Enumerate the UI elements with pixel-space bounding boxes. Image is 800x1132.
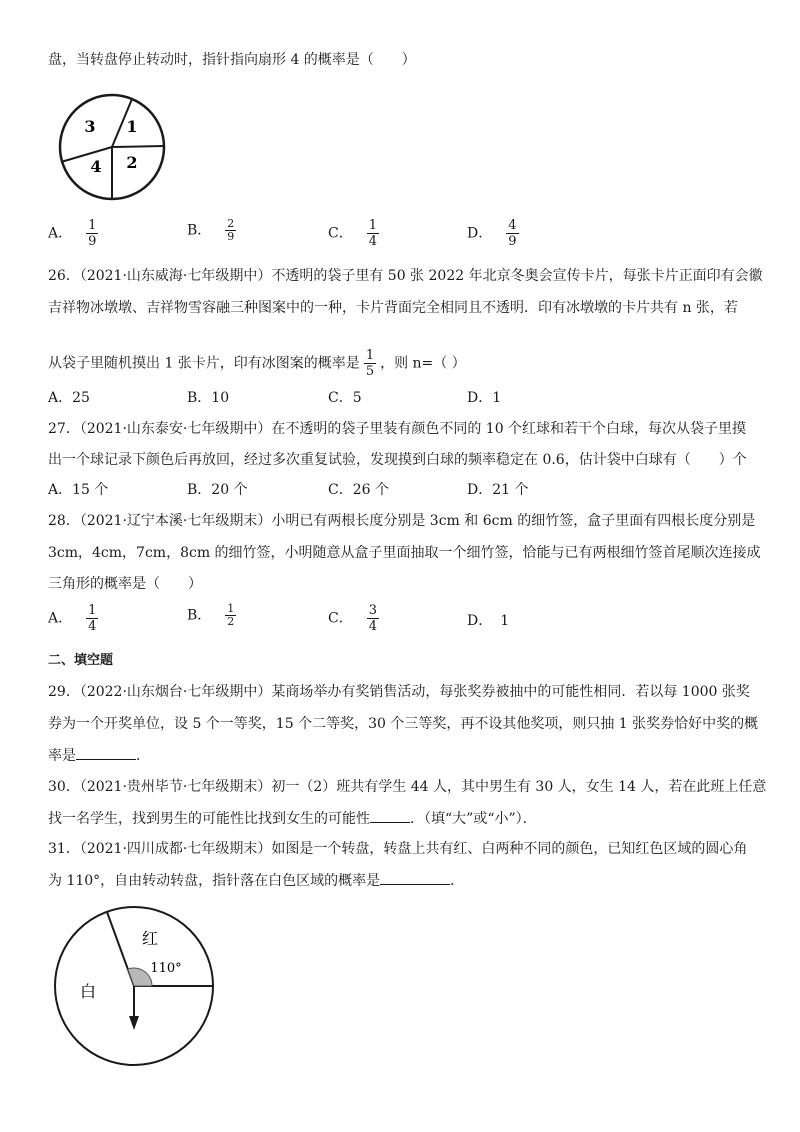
q28-option-c[interactable]: C． $\frac{3}{4}$ <box>328 603 377 634</box>
spinner-2-angle-label: 110° <box>150 961 182 976</box>
q26-line-1: 26．（2021·山东威海·七年级期中）不透明的袋子里有 50 张 2022 年北京冬奥会宣传卡片，每张卡片正面印有会徽 <box>48 268 763 284</box>
q28-option-b[interactable]: B． $\frac{1}{2}$ <box>187 602 235 628</box>
q29-line-2: 券为一个开奖单位，设 5 个一等奖，15 个二等奖，30 个三等奖，再不设其他奖项，则只抽 1 张奖券恰好中奖的概 <box>48 716 759 732</box>
fraction: $\frac{2}{9}$ <box>227 217 235 243</box>
spinner-1-label-2: 2 <box>126 153 138 172</box>
q29-line-1: 29．（2022·山东烟台·七年级期中）某商场举办有奖销售活动，每张奖券被抽中的可能性相同．若以每 1000 张奖 <box>48 684 750 700</box>
answer-blank[interactable] <box>76 745 136 760</box>
q31-line-1: 31．（2021·四川成都·七年级期末）如图是一个转盘，转盘上共有红、白两种不同的颜色，已知红色区域的圆心角 <box>48 841 748 857</box>
q28-option-d[interactable]: D． 1 <box>467 613 510 629</box>
q26-line-3: 从袋子里随机摸出 1 张卡片，印有冰图案的概率是 $\frac{1}{5}$ ，则 n=（ ） <box>48 348 466 379</box>
q27-option-d[interactable]: D．21 个 <box>467 482 529 498</box>
q30-line-1: 30．（2021·贵州毕节·七年级期末）初一（2）班共有学生 44 人，其中男生有 30 人，女生 14 人，若在此班上任意 <box>48 779 767 795</box>
q26-option-b[interactable]: B．10 <box>187 390 230 406</box>
q25-option-c[interactable]: C． $\frac{1}{4}$ <box>328 218 377 249</box>
fraction: $\frac{1}{2}$ <box>227 602 235 628</box>
fraction: $\frac{3}{4}$ <box>368 603 377 634</box>
q27-line-2: 出一个球记录下颜色后再放回，经过多次重复试验，发现摸到白球的频率稳定在 0.6，估计袋中白球有（ ）个 <box>48 452 747 468</box>
q25-option-a[interactable]: A． $\frac{1}{9}$ <box>48 218 97 249</box>
spinner-1-label-4: 4 <box>90 157 102 176</box>
q26-option-a[interactable]: A．25 <box>48 390 90 406</box>
q27-option-a[interactable]: A．15 个 <box>48 482 109 498</box>
q26-option-c[interactable]: C．5 <box>328 390 362 406</box>
fraction: $\frac{1}{9}$ <box>88 218 97 249</box>
answer-blank[interactable] <box>370 808 410 823</box>
q27-option-b[interactable]: B．20 个 <box>187 482 248 498</box>
q28-option-a[interactable]: A． $\frac{1}{4}$ <box>48 603 97 634</box>
q26-option-d[interactable]: D．1 <box>467 390 502 406</box>
fraction: $\frac{4}{9}$ <box>508 218 517 249</box>
q28-line-2: 3cm，4cm，7cm，8cm 的细竹签，小明随意从盒子里面抽取一个细竹签，恰能与已有两根细竹签首尾顺次连接成 <box>48 545 761 561</box>
q28-line-1: 28．（2021·辽宁本溪·七年级期末）小明已有两根长度分别是 3cm 和 6cm 的细竹签，盒子里面有四根长度分别是 <box>48 513 756 529</box>
q25-option-d[interactable]: D． $\frac{4}{9}$ <box>467 218 517 249</box>
q29-line-3: 率是 ． <box>48 745 150 766</box>
spinner-2-label-white: 白 <box>79 982 97 1001</box>
fraction: $\frac{1}{4}$ <box>88 603 97 634</box>
q31-line-2: 为 110°，自由转动转盘，指针落在白色区域的概率是 ． <box>48 870 464 891</box>
q27-line-1: 27．（2021·山东泰安·七年级期中）在不透明的袋子里装有颜色不同的 10 个红球和若干个白球，每次从袋子里摸 <box>48 421 747 437</box>
spinner-2-label-red: 红 <box>141 929 159 948</box>
angle-marker <box>128 968 152 986</box>
fraction: $\frac{1}{4}$ <box>368 218 377 249</box>
answer-blank[interactable] <box>380 870 450 885</box>
q30-line-2: 找一名学生，找到男生的可能性比找到女生的可能性 ．（填“大”或“小”）． <box>48 808 537 829</box>
q27-option-c[interactable]: C．26 个 <box>328 482 389 498</box>
pointer-arrow <box>129 1016 139 1030</box>
spinner-1-label-1: 1 <box>126 117 138 136</box>
spinner-2-figure <box>50 902 220 1072</box>
q25-text: 盘，当转盘停止转动时，指针指向扇形 4 的概率是（ ） <box>48 52 416 68</box>
section-heading-fill-in: 二、填空题 <box>48 653 114 668</box>
q25-option-b[interactable]: B． $\frac{2}{9}$ <box>187 217 235 243</box>
spinner-1-label-3: 3 <box>84 117 96 136</box>
spinner-1-figure <box>52 92 172 202</box>
fraction: $\frac{1}{5}$ <box>365 348 375 379</box>
q28-line-3: 三角形的概率是（ ） <box>48 576 202 592</box>
q26-line-2: 吉祥物冰墩墩、吉祥物雪容融三种图案中的一种，卡片背面完全相同且不透明．印有冰墩墩的卡片共有 n 张，若 <box>48 300 738 316</box>
